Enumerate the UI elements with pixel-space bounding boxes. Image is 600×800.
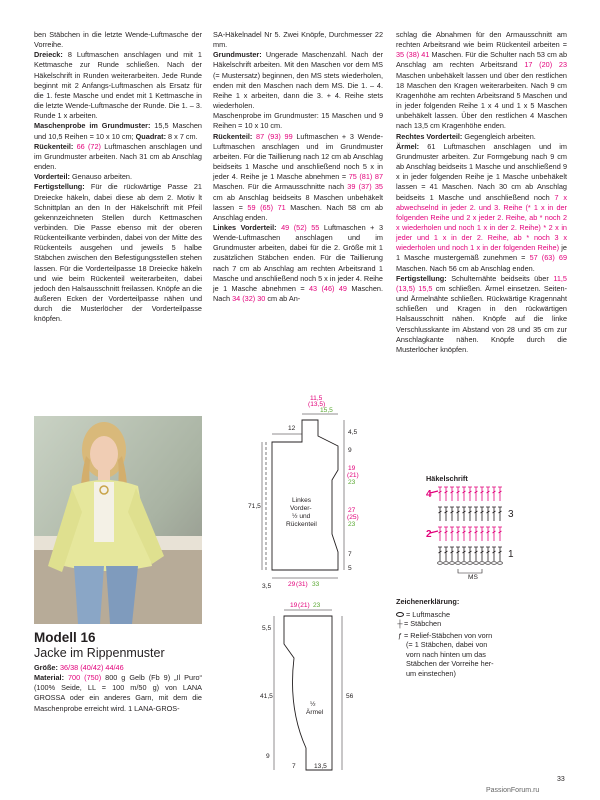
paragraph-vorderteil: Vorderteil: Genauso arbeiten.: [34, 172, 133, 182]
crochet-chart: [396, 473, 567, 593]
body-schematic: [250, 392, 400, 592]
dim-top-c: 23: [313, 602, 321, 609]
dim-l-415: 41,5: [260, 693, 273, 700]
legend-item-staebchen: ┼= Stäbchen: [397, 619, 442, 628]
chain-stitch: [474, 562, 479, 565]
stitch-symbol: [444, 527, 448, 541]
column-2: [213, 30, 383, 304]
legend-title: Zeichenerklärung:: [396, 597, 460, 606]
legend-item-luftmasche: = Luftmasche: [396, 610, 567, 620]
ms-label: MS: [468, 574, 478, 581]
dim-top-b: (13,5): [308, 401, 326, 408]
chain-stitch: [462, 562, 467, 565]
row-label-4: 4: [426, 489, 432, 500]
dim-r-45: 4,5: [348, 429, 358, 436]
stitch-symbol: [498, 487, 502, 501]
dim-top-b: (21): [298, 602, 310, 609]
dim-top-a: 11,5: [310, 395, 323, 402]
chain-stitch: [450, 562, 455, 565]
watermark: PassionForum.ru: [486, 787, 540, 794]
chain-stitch: [456, 562, 461, 565]
stitch-symbol: [456, 527, 460, 541]
paragraph: SA-Häkelnadel Nr 5. Zwei Knöpfe, Durchmesser 22 mm.: [213, 30, 383, 50]
paragraph-dreieck: Dreieck: 8 Luftmaschen anschlagen und mit 1 Kettmasche zur Runde schließen. Nach der Häkelschrift in Runden weiterarbeiten. Jede Runde beginnt mit 2 Anfangs-Luftmaschen als Ersatz für die 1. feste Masche und endet mit 1 Kettmasche in die letzte Wende-Luftmasche der Runde. Die 1. – 3. Runde 1 x arbeiten.: [34, 50, 202, 121]
dim-r-5: 5: [348, 565, 352, 572]
dim-r-27b: (25): [347, 514, 359, 521]
stitch-symbol: [450, 547, 454, 561]
dim-r-19b: (21): [347, 472, 359, 479]
paragraph: schlag die Abnahmen für den Armausschnitt am rechten Arbeitsrand wie beim Rückenteil arbeiten = 35 (38) 41 Maschen. Für die Schulter nach 53 cm ab Anschlag am rechten Arbeitsrand 17 (20) 23 Maschen unbehäkelt lassen und über den restlichen 18 Maschen den Kragen weiterarbeiten. Nach 9 cm Kragenhöhe am rechten Arbeitsrand 5 Maschen und in jeder folgenden Reihe 1 x 4 und 1 x 5 Maschen unbehäkelt lassen. Über den restlichen 4 Maschen nach 13,5 cm Kragenhöhe enden.: [396, 30, 568, 131]
sleeve-schematic: [250, 598, 400, 773]
stitch-symbol: [438, 487, 442, 501]
legend-line: vorn nach hinten um das: [406, 649, 486, 659]
stitch-symbol: [438, 507, 442, 521]
stitch-symbol: [462, 547, 466, 561]
stitch-symbol: [456, 507, 460, 521]
model-subtitle: Jacke im Rippenmuster: [34, 646, 165, 660]
dim-r-19a: 19: [348, 465, 356, 472]
paragraph-maschenprobe: Maschenprobe im Grundmuster: 15,5 Maschen und 10,5 Reihen = 10 x 10 cm; Quadrat: 8 x 7 cm.: [34, 121, 202, 141]
dim-r-19c: 23: [348, 479, 356, 486]
chain-stitch: [486, 562, 491, 565]
column-3: [396, 30, 567, 355]
legend-line: Stäbchen der Vorreihe her-: [406, 659, 494, 668]
stitch-symbol: [468, 527, 472, 541]
stitch-symbol: [486, 547, 490, 561]
paragraph: ben Stäbchen in die letzte Wende-Luftmasche der Vorreihe.: [34, 30, 202, 50]
chain-stitch: [468, 562, 473, 565]
chain-stitch: [492, 562, 497, 565]
legend-line: (= 1 Stäbchen, dabei von: [406, 640, 488, 649]
dim-r-27c: 23: [348, 521, 356, 528]
stitch-symbol: [456, 487, 460, 501]
chain-stitch: [480, 562, 485, 565]
stitch-grid: [438, 487, 503, 564]
legend-item-relief: ƒ = Relief-Stäbchen von vorn: [397, 630, 493, 640]
stitch-symbol: [450, 527, 454, 541]
stitch-symbol: [480, 527, 484, 541]
dim-l-55: 5,5: [262, 625, 272, 632]
dim-r-9: 9: [348, 447, 352, 454]
row-label-3: 3: [508, 509, 514, 520]
stitch-symbol: [480, 507, 484, 521]
stitch-symbol: [468, 487, 472, 501]
stitch-symbol: [486, 527, 490, 541]
row-label-2: 2: [426, 529, 432, 540]
stitch-symbol: [444, 547, 448, 561]
paragraph-linkes-vorderteil: Linkes Vorderteil: 49 (52) 55 Luftmaschen + 3 Wende-Luftmaschen anschlagen und im Grundmuster arbeiten, dabei für die 2. Größe mit 1 zusätzlichen Stäbchen enden. Für die Taillierung nach 7 cm ab Anschlag am rechten Arbeitsrand 1 Masche und anschließend noch 5 x in jeder 4. Reihe je 1 Masche abnehmen = 43 (46) 49 Maschen. Nach 34 (32) 30 cm ab An-: [213, 222, 384, 304]
paragraph-material: Material: 700 (750) 800 g Gelb (Fb 9) „Il Puro“ (100% Seide, LL = 100 m/50 g) von LANA GROSSA oder ein anderes Garn, mit dem die Maschenprobe erreicht wird. 1 LANA-GROS-: [34, 673, 202, 713]
stitch-symbol: [498, 547, 502, 561]
stitch-symbol: [474, 487, 478, 501]
dim-left-top: 12: [288, 425, 296, 432]
stitch-symbol: [474, 507, 478, 521]
stitch-symbol: [444, 487, 448, 501]
paragraph-grundmuster: Grundmuster: Ungerade Maschenzahl. Nach der Häkelschrift arbeiten. Mit den Maschen vor dem MS (= Mustersatz) beginnen, den MS stets wiederholen, enden mit den Maschen nach dem MS. Die 1. – 4. Reihe 1 x arbeiten, dann die 3. + 4. Reihe stets wiederholen.: [213, 50, 383, 111]
stitch-symbol: [462, 527, 466, 541]
chart-title: Häkelschrift: [426, 474, 468, 483]
page-number: 33: [557, 776, 565, 783]
stitch-symbol: [492, 547, 496, 561]
paragraph-aermel: Ärmel: 61 Luftmaschen anschlagen und im Grundmuster arbeiten. Zur Formgebung nach 9 cm ab Anschlag beidseits 1 Masche und anschließend 9 x in jeder folgenden Reihe je 1 Masche unbehäkelt lassen = 41 Maschen. Nach 30 cm ab Anschlag beidseits 1 Masche und anschließend noch 7 x abwechselnd in jeder 2. und 3. Reihe (* 1 x in der folgenden Reihe und 2 x jeder 2. Reihe, ab * noch 2 x wiederholen und noch 1 x in der 2. Reihe) * 2 x in jeder und 1 x in der 2. Reihe, ab * noch 3 x wiederholen und noch 1 x in der folgenden Reihe) je 1 Masche mustergemäß zunehmen = 57 (63) 69 Maschen. Nach 56 cm ab Anschlag enden.: [396, 141, 568, 273]
model-details: [34, 663, 202, 714]
paragraph-fertigstellung: Fertigstellung: Schulternähte beidseits über 11,5 (13,5) 15,5 cm schließen. Ärmel einsetzen. Seiten- und Ärmelnähte schließen. Rückwärtige Kragennaht schließen und Kragen in den rückwärtigen Halsausschnitt nähen. Knöpfe auf die linke Verschlusskante im Abstand von 28 und 35 cm zur Anschlagkante nähen. Knöpfe durch die Musterlöcher knöpfen.: [396, 273, 567, 354]
label-line: Rückenteil: [286, 521, 317, 528]
chain-stitch: [498, 562, 503, 565]
stitch-symbol: [480, 547, 484, 561]
chain-stitch: [444, 562, 449, 565]
dim-r-27a: 27: [348, 507, 356, 514]
stitch-symbol: [438, 527, 442, 541]
double-crochet-icon: ┼: [397, 619, 403, 628]
paragraph-groesse: Größe: 36/38 (40/42) 44/46: [34, 663, 124, 672]
dim-b-135: 13,5: [314, 763, 327, 770]
paragraph-rechtes-vorderteil: Rechtes Vorderteil: Gegengleich arbeiten.: [396, 131, 536, 141]
model-photo: [34, 416, 202, 624]
stitch-symbol: [492, 487, 496, 501]
stitch-symbol: [456, 547, 460, 561]
model-title: Modell 16: [34, 630, 96, 645]
dim-bottom-b: (31): [296, 581, 308, 588]
stitch-symbol: [486, 507, 490, 521]
label-line: ½: [310, 701, 316, 708]
stitch-symbol: [444, 507, 448, 521]
stitch-symbol: [462, 487, 466, 501]
stitch-symbol: [498, 507, 502, 521]
stitch-symbol: [474, 527, 478, 541]
stitch-symbol: [468, 507, 472, 521]
label-line: Vorder-: [290, 505, 312, 512]
dim-l-9: 9: [266, 753, 270, 760]
stitch-symbol: [438, 547, 442, 561]
legend-line: um einstechen): [406, 668, 456, 678]
model-heading: [34, 630, 202, 661]
stitch-symbol: [450, 487, 454, 501]
stitch-symbol: [486, 487, 490, 501]
stitch-symbol: [474, 547, 478, 561]
paragraph-rueckenteil: Rückenteil: 66 (72) Luftmaschen anschlagen und im Grundmuster arbeiten. Nach 31 cm ab Anschlag enden.: [34, 141, 202, 172]
label-line: Ärmel: [306, 709, 324, 716]
stitch-symbol: [498, 527, 502, 541]
column-1: [34, 30, 202, 325]
stitch-symbol: [468, 547, 472, 561]
paragraph-rueckenteil: Rückenteil: 87 (93) 99 Luftmaschen + 3 Wende-Luftmaschen anschlagen und im Grundmuster arbeiten. Für die Taillierung nach 12 cm ab Anschlag beidseits 1 Masche und anschließend noch 5 x in jeder 4. Reihe je 1 Masche abnehmen = 75 (81) 87 Maschen. Für die Armausschnitte nach 39 (37) 35 cm ab Anschlag beidseits 8 Maschen unbehäkelt lassen = 59 (65) 71 Maschen. Nach 58 cm ab Anschlag enden.: [213, 131, 384, 222]
stitch-symbol: [492, 507, 496, 521]
stitch-symbol: [480, 487, 484, 501]
paragraph-fertigstellung: Fertigstellung: Für die rückwärtige Passe 21 Dreiecke häkeln, dabei diese ab dem 2. Motiv lt Schnittplan an den In der Häkelschrift mit Pfeil gekennzeichneten Stellen durch Kettmaschen verbinden. Die Passe ebenso mit der oberen Rückenteilkante verbinden, dabei von der Mitte des Rückenteils ausgehen und jeweils 5 halbe Stäbchen zwischen den Befestigungsstellen stehen lassen. Für die Vorderteilpasse 18 Dreiecke häkeln und wie beim Rückenteil weiterarbeiten, dabei jedoch den Halsausschnitt freilassen. Knöpfe an die äußeren Ecken der Vorderteilpasse nähen und durch die Musterlöcher der Vorderteilpasse knöpfen.: [34, 182, 202, 324]
paragraph-maschenprobe: Maschenprobe im Grundmuster: 15 Maschen und 9 Reihen = 10 x 10 cm.: [213, 111, 383, 131]
dim-r-56: 56: [346, 693, 354, 700]
label-line: ½ und: [292, 513, 311, 520]
legend: [396, 597, 567, 777]
stitch-symbol: [492, 527, 496, 541]
dim-height: 71,5: [248, 503, 261, 510]
label-line: Linkes: [292, 497, 312, 504]
dim-top-a: 19: [290, 602, 298, 609]
stitch-symbol: [450, 507, 454, 521]
dim-b-7: 7: [292, 763, 296, 770]
dim-bottom-c: 33: [312, 581, 320, 588]
relief-stitch-icon: ƒ: [397, 630, 403, 640]
chain-stitch: [438, 562, 443, 565]
dim-r-7: 7: [348, 551, 352, 558]
dim-bottom-a: 29: [288, 581, 296, 588]
dim-bottom-left: 3,5: [262, 583, 272, 590]
chain-icon: [396, 612, 404, 617]
dim-top-c: 15,5: [320, 407, 333, 414]
stitch-symbol: [462, 507, 466, 521]
row-label-1: 1: [508, 549, 514, 560]
